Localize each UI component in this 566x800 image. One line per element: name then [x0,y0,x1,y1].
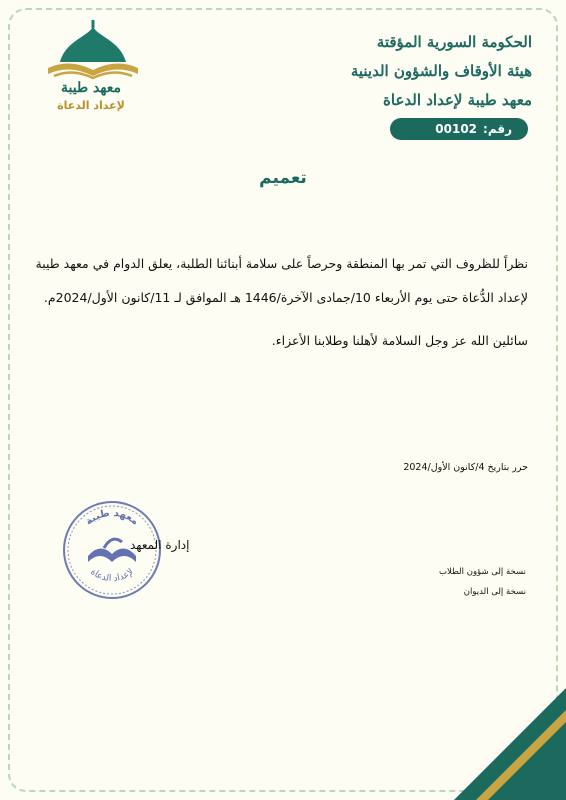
body-paragraph-2: لإعداد الدُّعاة حتى يوم الأربعاء 10/جمادى الآخرة/1446 هـ الموافق لـ 11/كانون الأول/2024م. [43,290,528,305]
copy-to-office: نسخة إلى الديوان [463,587,526,597]
body-paragraph-1: نظراً للظروف التي تمر بها المنطقة وحرصاً على سلامة أبنائنا الطلبة، يعلق الدوام في معهد طيبة [35,256,528,271]
reference-number-label: رقم: [483,122,512,136]
stamp-top-text: معهد طيبة [83,507,141,528]
svg-text:معهد طيبة [84,508,141,528]
letterhead [351,28,532,115]
reference-number-value: 00102 [435,122,478,136]
logo-title: معهد طيبة [60,80,122,96]
institute-name: معهد طيبة لإعداد الدعاة [383,91,532,109]
authority-name: هيئة الأوقاف والشؤون الدينية [350,62,532,80]
issue-date: حرر بتاريخ 4/كانون الأول/2024 [403,462,528,473]
reference-number-badge [390,118,528,140]
signature-label: إدارة المعهد [130,538,190,552]
stamp-bottom-text: لإعداد الدعاة [88,567,136,584]
copy-to-student-affairs: نسخة إلى شؤون الطلاب [439,567,526,577]
body-paragraph-3: سائلين الله عز وجل السلامة لأهلنا وطلابنا الأعزاء. [271,333,528,348]
svg-text:لإعداد الدعاة [88,567,135,584]
document-title: تعميم [259,168,307,188]
government-name: الحكومة السورية المؤقتة [376,33,532,51]
corner-decoration [446,680,566,800]
logo-subtitle: لإعداد الدعاة [57,99,125,112]
